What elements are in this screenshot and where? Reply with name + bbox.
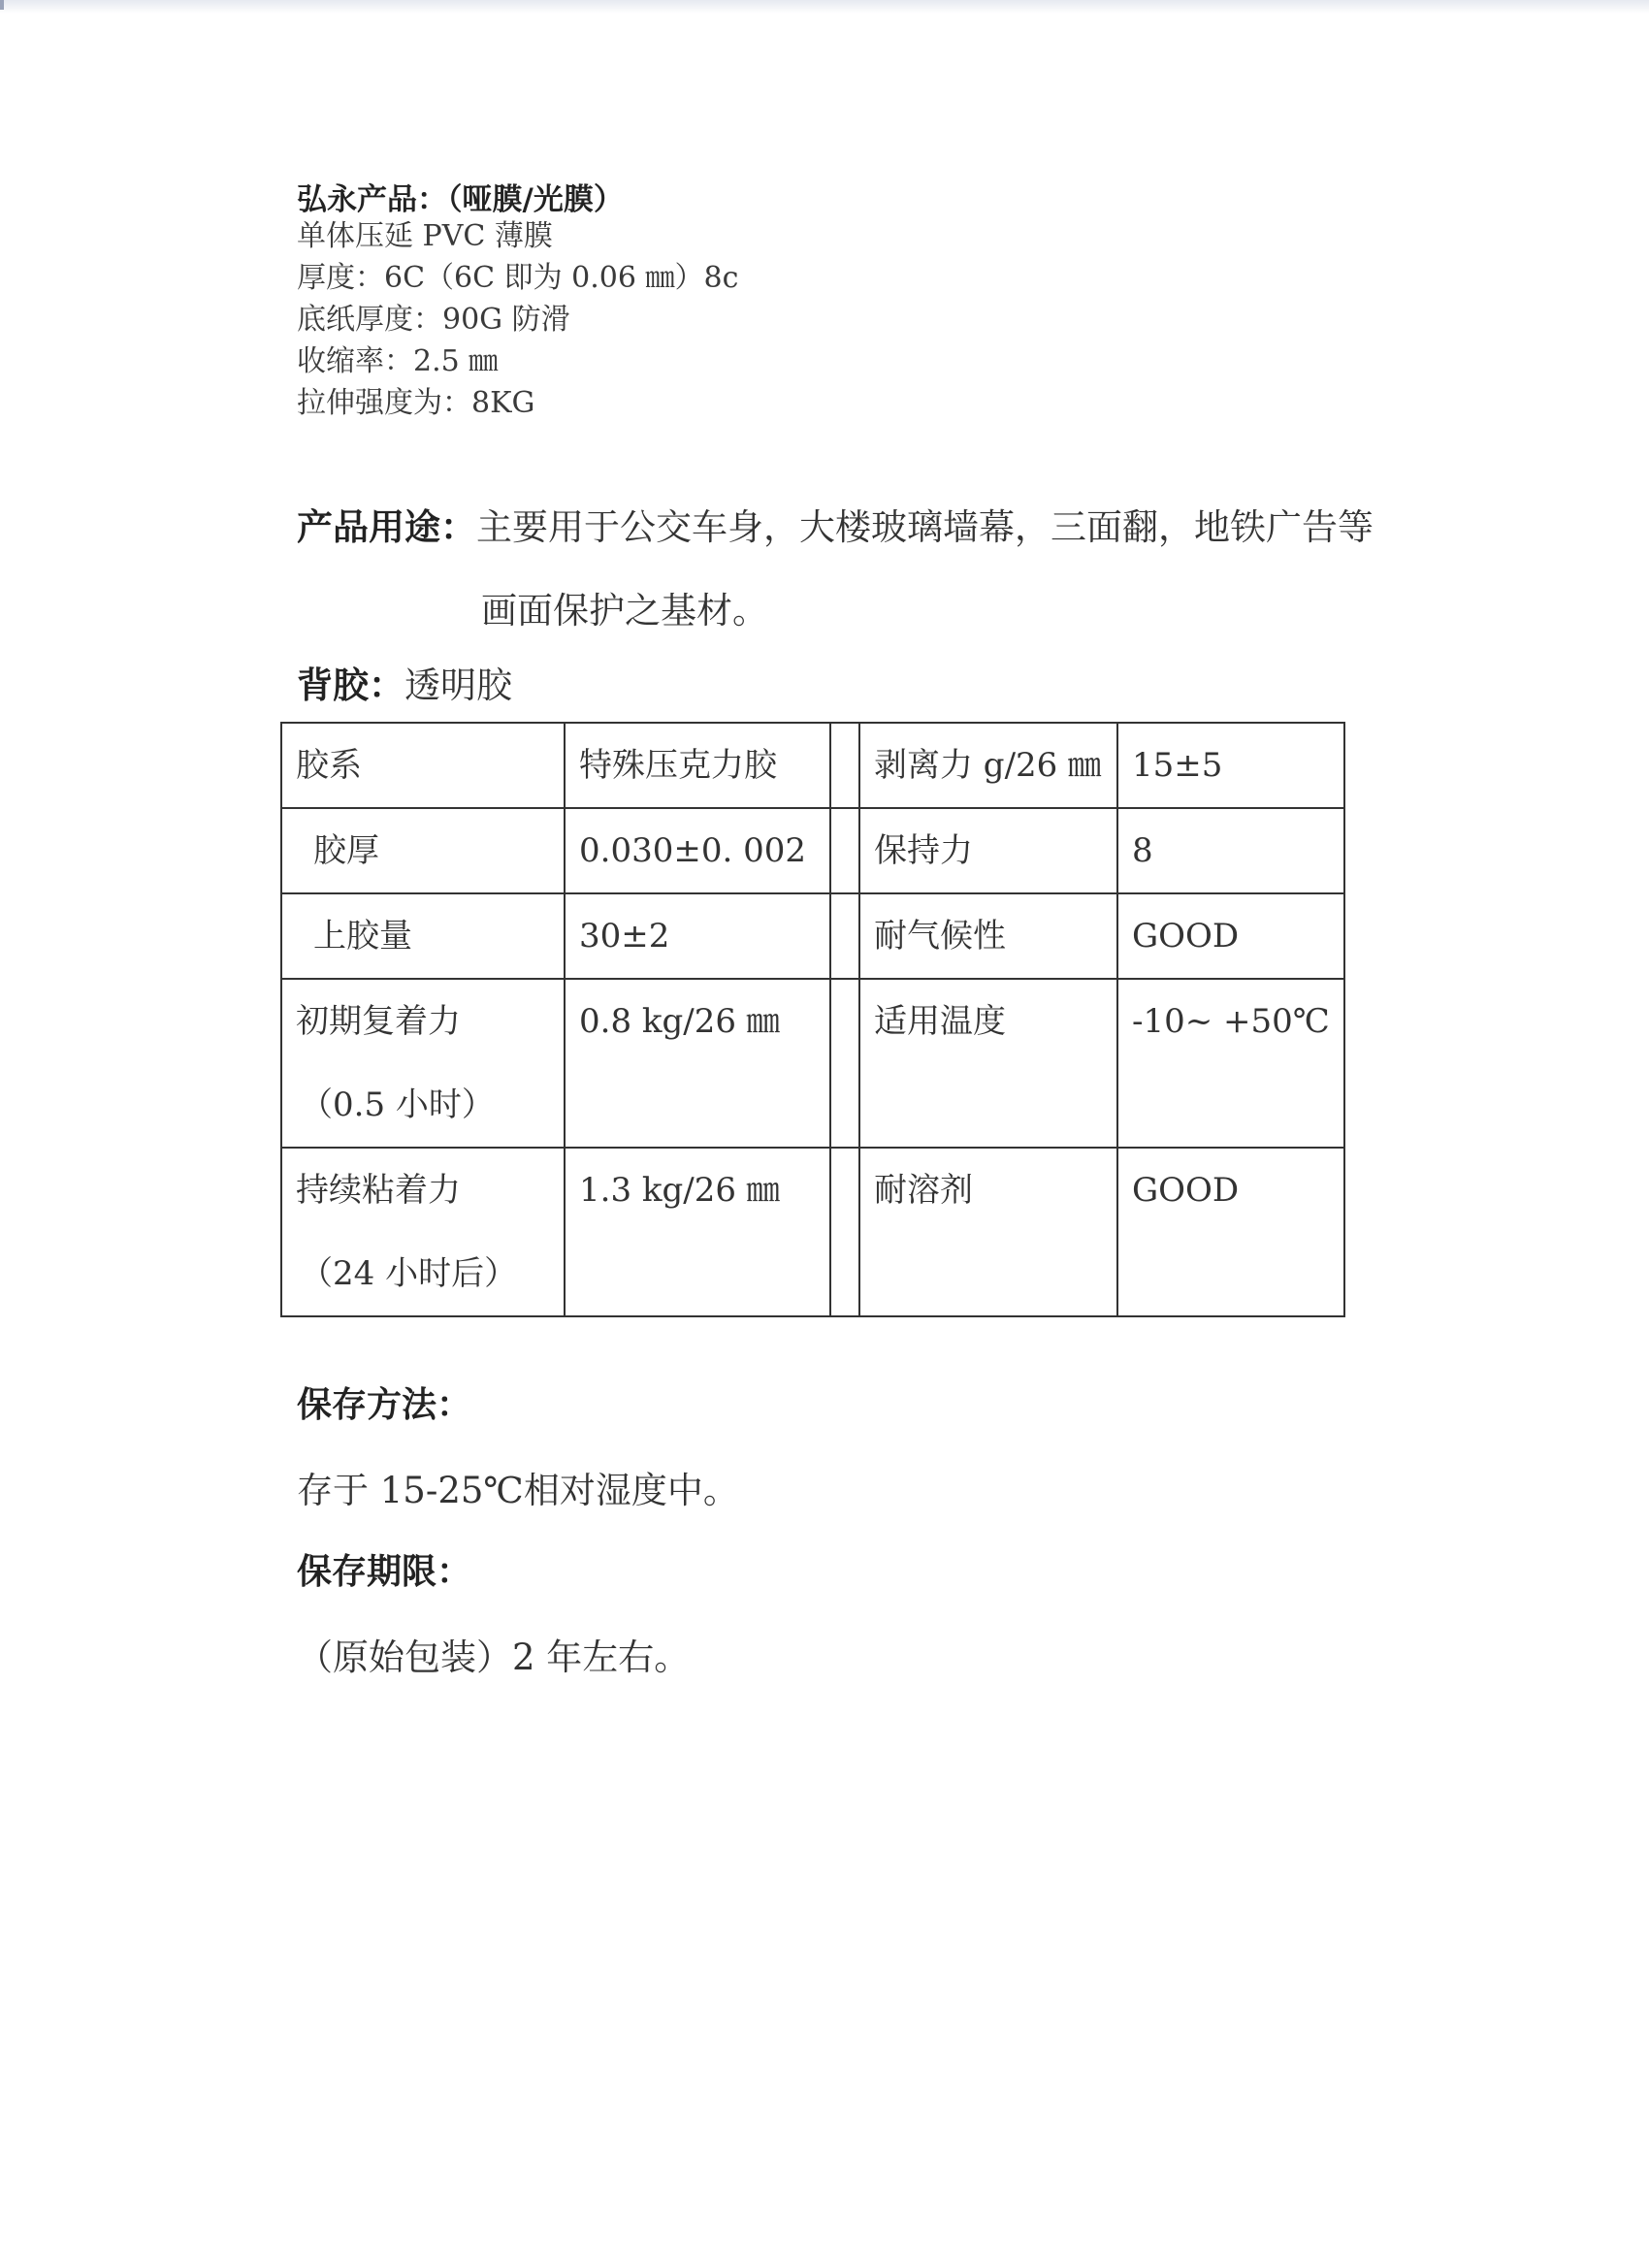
table-cell-property: 耐气候性 — [859, 893, 1117, 979]
usage-label: 产品用途： — [297, 505, 476, 548]
table-row — [281, 1148, 1344, 1316]
table-cell-spacer — [830, 979, 859, 1148]
table-cell-property: 耐溶剂 — [859, 1148, 1117, 1316]
spec-line-thickness: 厚度：6C（6C 即为 0.06 ㎜）8c — [297, 261, 739, 295]
table-cell-property: 剥离力 g/26 ㎜ — [859, 723, 1117, 808]
storage-method-label: 保存方法： — [297, 1384, 472, 1425]
table-cell-spacer — [830, 808, 859, 893]
table-cell-property: 初期复着力 （0.5 小时） — [281, 979, 565, 1148]
table-cell-value: 0.8 kg/26 ㎜ — [565, 979, 830, 1148]
table-cell-value: -10~ +50℃ — [1117, 979, 1344, 1148]
table-cell-value: 30±2 — [565, 893, 830, 979]
table-row — [281, 808, 1344, 893]
table-cell-value: 特殊压克力胶 — [565, 723, 830, 808]
usage-text: 主要用于公交车身，大楼玻璃墙幕，三面翻，地铁广告等 — [476, 506, 1374, 548]
spec-line-shrinkage: 收缩率：2.5 ㎜ — [297, 344, 499, 378]
table-cell-spacer — [830, 1148, 859, 1316]
storage-period-label: 保存期限： — [297, 1551, 472, 1592]
table-cell-value: 1.3 kg/26 ㎜ — [565, 1148, 830, 1316]
table-cell-value: 15±5 — [1117, 723, 1344, 808]
spec-line-material: 单体压延 PVC 薄膜 — [297, 219, 553, 253]
product-spec-list — [297, 215, 738, 424]
table-cell-value: GOOD — [1117, 893, 1344, 979]
table-cell-spacer — [830, 893, 859, 979]
table-cell-spacer — [830, 723, 859, 808]
table-cell-property: 胶系 — [281, 723, 565, 808]
table-cell-property: 胶厚 — [281, 808, 565, 893]
table-cell-property: 保持力 — [859, 808, 1117, 893]
table-cell-property: 上胶量 — [281, 893, 565, 979]
backing-section — [297, 656, 512, 708]
usage-section — [297, 485, 1461, 653]
table-cell-value: GOOD — [1117, 1148, 1344, 1316]
scan-mark — [0, 0, 4, 10]
table-row — [281, 893, 1344, 979]
usage-text-continued: 画面保护之基材。 — [481, 590, 768, 632]
product-title: 弘永产品：（哑膜/光膜） — [297, 182, 624, 217]
scan-edge — [0, 0, 1649, 14]
spec-line-tensile: 拉伸强度为：8KG — [297, 386, 535, 420]
storage-period-text: （原始包装）2 年左右。 — [297, 1636, 691, 1678]
spec-line-backing-paper: 底纸厚度：90G 防滑 — [297, 303, 570, 337]
table-row — [281, 723, 1344, 808]
table-cell-property: 持续粘着力 （24 小时后） — [281, 1148, 565, 1316]
table-cell-value: 8 — [1117, 808, 1344, 893]
storage-method-text: 存于 15-25℃相对湿度中。 — [297, 1470, 739, 1511]
table-cell-property: 适用温度 — [859, 979, 1117, 1148]
backing-value: 透明胶 — [404, 664, 512, 706]
backing-label: 背胶： — [297, 664, 404, 706]
table-cell-value: 0.030±0. 002 — [565, 808, 830, 893]
table-row — [281, 979, 1344, 1148]
adhesive-spec-table — [280, 722, 1345, 1317]
